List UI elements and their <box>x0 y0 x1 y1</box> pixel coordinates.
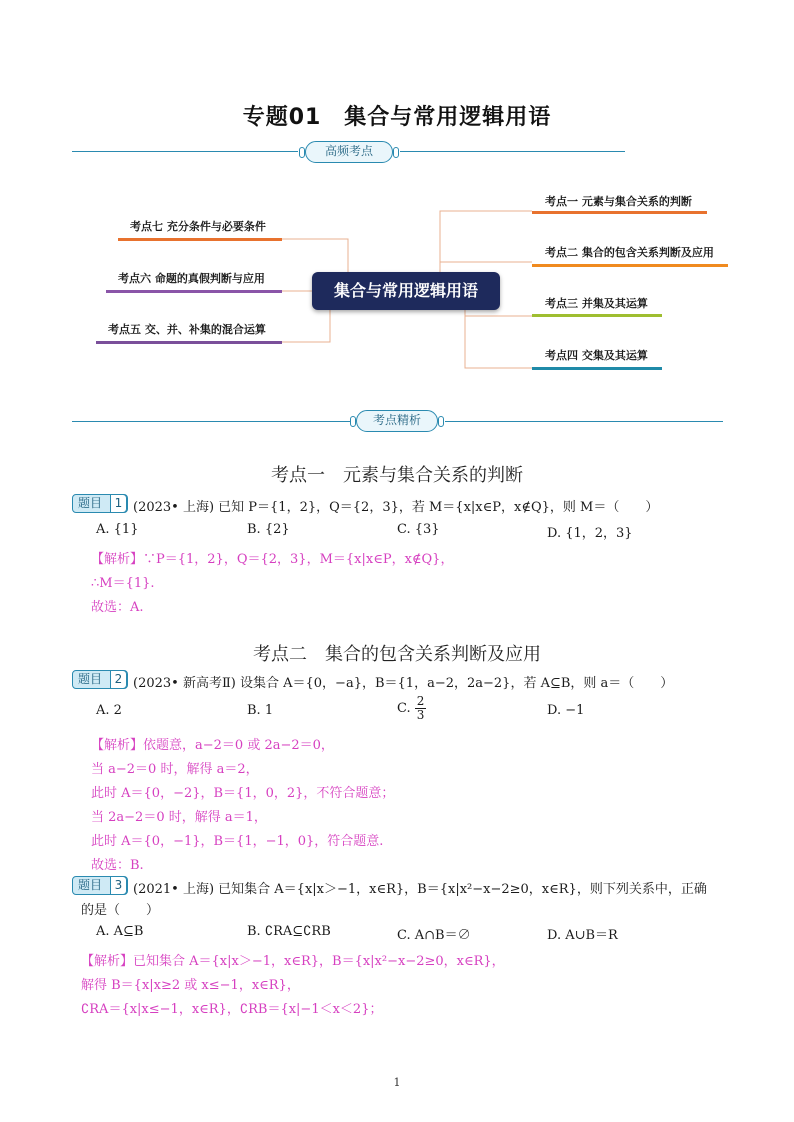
document-title: 专题01 集合与常用逻辑用语 <box>242 105 552 130</box>
mindmap-node-4-bar <box>532 367 662 370</box>
section-2-heading: 考点二 集合的包含关系判断及应用 <box>253 644 541 665</box>
fraction-denominator: 3 <box>416 708 425 722</box>
question-1-badge <box>72 494 128 513</box>
question-3-number: 3 <box>110 876 127 895</box>
question-1-stem: (2023• 上海) 已知 P＝{1，2}，Q＝{2，3}，若 M＝{x|x∈P，x∉Q}，则 M＝（ ） <box>133 500 659 515</box>
mindmap-node-6-label: 考点六 命题的真假判断与应用 <box>118 272 265 285</box>
question-2-option-d: D. −1 <box>547 703 585 718</box>
mindmap-node-2-label: 考点二 集合的包含关系判断及应用 <box>545 246 714 259</box>
question-3-option-a: A. A⊆B <box>96 924 144 939</box>
section-pill-high-frequency: 高频考点 <box>305 141 393 163</box>
mindmap-node-4-label: 考点四 交集及其运算 <box>545 349 648 362</box>
question-2-solution-line-6: 故选：B. <box>91 858 144 873</box>
divider-2-line-right <box>445 421 723 422</box>
mindmap-node-3-label: 考点三 并集及其运算 <box>545 297 648 310</box>
question-2-option-c-letter: C. <box>397 701 411 716</box>
question-1-solution-line-2: ∴M＝{1}. <box>91 576 155 591</box>
question-1-badge-label: 题目 <box>78 496 103 510</box>
question-2-badge <box>72 670 128 689</box>
question-3-solution-line-2: 解得 B＝{x|x≥2 或 x≤−1，x∈R}， <box>81 978 300 993</box>
question-3-solution-line-1: 【解析】已知集合 A＝{x|x＞−1，x∈R}，B＝{x|x²−x−2≥0，x∈R}， <box>81 954 505 969</box>
question-3-option-c: C. A∩B＝∅ <box>397 928 471 943</box>
question-1-solution-line-1: 【解析】∵P＝{1，2}，Q＝{2，3}，M＝{x|x∈P，x∉Q}， <box>91 552 454 567</box>
mindmap-center: 集合与常用逻辑用语 <box>312 272 500 310</box>
connector-right-4 <box>465 316 532 368</box>
mindmap-node-3-bar <box>532 314 662 317</box>
section-pill-analysis: 考点精析 <box>356 410 438 432</box>
mindmap-node-7-bar <box>118 238 282 241</box>
question-1-option-d: D. {1，2，3} <box>547 526 633 541</box>
question-2-stem: (2023• 新高考Ⅱ) 设集合 A＝{0，−a}，B＝{1，a−2，2a−2}，若 A⊆B，则 a＝（ ） <box>133 676 674 691</box>
question-3-option-d: D. A∪B＝R <box>547 928 618 943</box>
question-1-number: 1 <box>110 494 127 513</box>
question-2-solution-line-5: 此时 A＝{0，−1}，B＝{1，−1，0}，符合题意. <box>91 834 384 849</box>
question-3-stem-line-1: (2021• 上海) 已知集合 A＝{x|x＞−1，x∈R}，B＝{x|x²−x−2≥0，x∈R}，则下列关系中，正确 <box>133 882 707 897</box>
question-1-option-b: B. {2} <box>247 522 290 537</box>
question-1-option-a: A. {1} <box>96 522 139 537</box>
question-2-solution-line-2: 当 a−2＝0 时，解得 a＝2， <box>91 762 259 777</box>
divider-2-line-left <box>72 421 350 422</box>
section-1-heading: 考点一 元素与集合关系的判断 <box>271 465 523 486</box>
question-2-option-a: A. 2 <box>96 703 122 718</box>
question-3-solution-line-3: ∁RA＝{x|x≤−1，x∈R}，∁RB＝{x|−1＜x＜2}； <box>81 1002 383 1017</box>
question-2-solution-line-1: 【解析】依题意，a−2＝0 或 2a−2＝0， <box>91 738 334 753</box>
question-2-solution-line-3: 此时 A＝{0，−2}，B＝{1，0，2}，不符合题意； <box>91 786 395 801</box>
fraction-numerator: 2 <box>416 694 425 708</box>
question-2-solution-line-4: 当 2a−2＝0 时，解得 a＝1， <box>91 810 267 825</box>
page-number: 1 <box>393 1076 401 1089</box>
question-3-badge-label: 题目 <box>78 878 103 892</box>
question-3-option-b: B. ∁RA⊆∁RB <box>247 924 331 939</box>
question-1-option-c: C. {3} <box>397 522 440 537</box>
mindmap-node-1-bar <box>532 211 707 214</box>
mindmap-node-7-label: 考点七 充分条件与必要条件 <box>130 220 266 233</box>
mindmap-node-2-bar <box>532 264 728 267</box>
mindmap-node-5-bar <box>96 341 282 344</box>
question-2-option-b: B. 1 <box>247 703 274 718</box>
mindmap-node-1-label: 考点一 元素与集合关系的判断 <box>545 195 692 208</box>
question-1-solution-line-3: 故选：A. <box>91 600 144 615</box>
question-2-number: 2 <box>110 670 127 689</box>
question-2-badge-label: 题目 <box>78 672 103 686</box>
question-2-option-c <box>397 695 426 722</box>
mindmap-node-6-bar <box>106 290 282 293</box>
connector-left-3 <box>282 310 330 342</box>
question-3-badge <box>72 876 128 895</box>
question-2-option-c-fraction <box>415 695 427 722</box>
question-3-stem-line-2: 的是（ ） <box>81 903 160 918</box>
mindmap-node-5-label: 考点五 交、并、补集的混合运算 <box>108 323 266 336</box>
